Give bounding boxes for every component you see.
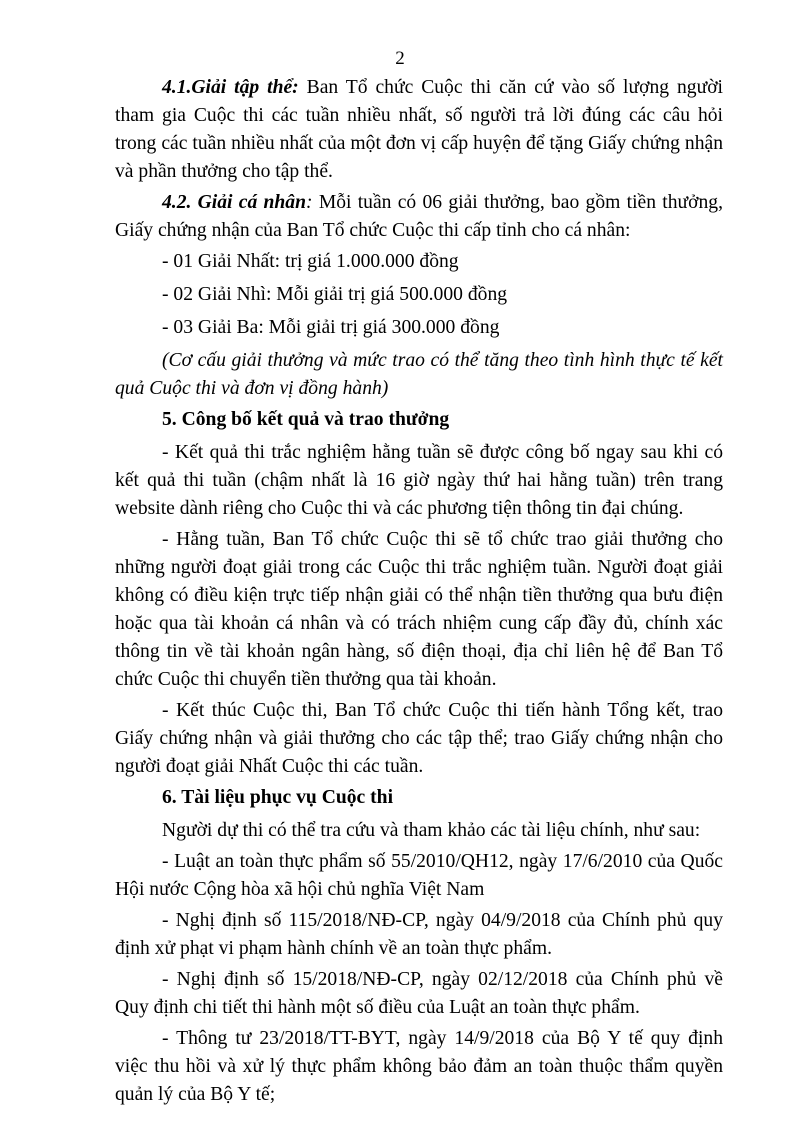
section-4-2-text: Mỗi tuần có 06 giải thưởng, bao gồm tiền thưởng, Giấy chứng nhận của Ban Tổ chức Cuộc thi cấp tỉnh cho cá nhân: <box>115 192 723 241</box>
reference-item: - Nghị định số 15/2018/NĐ-CP, ngày 02/12/2018 của Chính phủ về Quy định chi tiết thi hành một số điều của Luật an toàn thực phẩm. <box>115 969 723 1018</box>
section-5-heading: 5. Công bố kết quả và trao thưởng <box>162 409 450 430</box>
page-number: 2 <box>395 48 405 69</box>
section-4-1-heading: 4.1.Giải tập thể: <box>162 77 299 98</box>
section-4-1-paragraph <box>115 74 723 186</box>
section-6-intro: Người dự thi có thể tra cứu và tham khảo các tài liệu chính, như sau: <box>162 820 701 841</box>
reference-item: - Thông tư 23/2018/TT-BYT, ngày 14/9/2018 của Bộ Y tế quy định việc thu hồi và xử lý thực phẩm không bảo đảm an toàn thuộc thẩm quyền quản lý của Bộ Y tế; <box>115 1028 723 1105</box>
section-4-2-heading: 4.2. Giải cá nhân <box>162 192 307 213</box>
section-5-paragraph: - Kết quả thi trắc nghiệm hằng tuần sẽ được công bố ngay sau khi có kết quả thi tuần (chậm nhất là 16 giờ ngày thứ hai hằng tuần) trên trang website dành riêng cho Cuộc thi và các phương tiện thông tin đại chúng. <box>115 442 723 519</box>
prize-item: - 03 Giải Ba: Mỗi giải trị giá 300.000 đồng <box>162 317 500 338</box>
section-6-heading: 6. Tài liệu phục vụ Cuộc thi <box>162 787 394 808</box>
section-5-paragraph: - Hằng tuần, Ban Tổ chức Cuộc thi sẽ tổ chức trao giải thưởng cho những người đoạt giải trong các Cuộc thi trắc nghiệm tuần. Người đoạt giải không có điều kiện trực tiếp nhận giải có thể nhận tiền thưởng qua bưu điện hoặc qua tài khoản cá nhân và có trách nhiệm cung cấp đầy đủ, chính xác thông tin về tài khoản ngân hàng, số điện thoại, địa chỉ liên hệ để Ban Tổ chức Cuộc thi chuyển tiền thưởng qua tài khoản. <box>115 529 723 690</box>
section-4-2-colon: : <box>306 192 313 213</box>
reference-item: - Luật an toàn thực phẩm số 55/2010/QH12, ngày 17/6/2010 của Quốc Hội nước Cộng hòa xã hội chủ nghĩa Việt Nam <box>115 851 723 900</box>
section-4-2-paragraph <box>115 189 723 245</box>
prize-item: - 02 Giải Nhì: Mỗi giải trị giá 500.000 đồng <box>162 284 508 305</box>
reference-item: - Nghị định số 115/2018/NĐ-CP, ngày 04/9/2018 của Chính phủ quy định xử phạt vi phạm hành chính về an toàn thực phẩm. <box>115 910 723 959</box>
section-5-paragraph: - Kết thúc Cuộc thi, Ban Tổ chức Cuộc thi tiến hành Tổng kết, trao Giấy chứng nhận và giải thưởng cho các tập thể; trao Giấy chứng nhận cho người đoạt giải Nhất Cuộc thi các tuần. <box>115 700 723 777</box>
prize-item: - 01 Giải Nhất: trị giá 1.000.000 đồng <box>162 251 459 272</box>
document-body <box>115 74 723 1112</box>
prize-note: (Cơ cấu giải thưởng và mức trao có thể tăng theo tình hình thực tế kết quả Cuộc thi và đơn vị đồng hành) <box>115 350 723 399</box>
section-4-1-text: Ban Tổ chức Cuộc thi căn cứ vào số lượng người tham gia Cuộc thi các tuần nhiều nhất, số người trả lời đúng các câu hỏi trong các tuần nhiều nhất của một đơn vị cấp huyện để tặng Giấy chứng nhận và phần thưởng cho tập thể. <box>115 77 723 182</box>
